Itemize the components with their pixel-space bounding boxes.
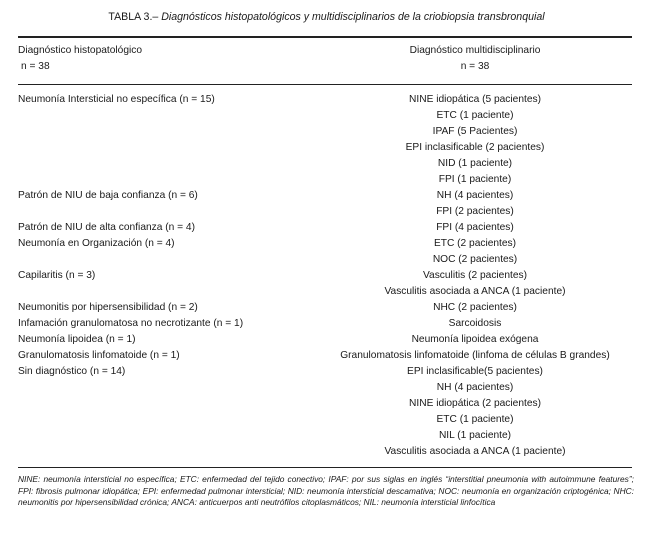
multi-diagnosis-row: Granulomatosis linfomatoide (linfoma de células B grandes): [340, 350, 610, 361]
header-rule: [18, 84, 632, 85]
table-caption: [0, 11, 653, 23]
histo-diagnosis-row: Neumonitis por hipersensibilidad (n = 2): [18, 302, 198, 313]
histo-diagnosis-row: Neumonía en Organización (n = 4): [18, 238, 175, 249]
header-left-n: n = 38: [21, 61, 50, 72]
multi-diagnosis-row: NIL (1 paciente): [438, 430, 512, 441]
multi-diagnosis-row: FPI (1 paciente): [438, 174, 512, 185]
multi-diagnosis-row: Vasculitis (2 pacientes): [423, 270, 527, 281]
header-right-title: Diagnóstico multidisciplinario: [409, 45, 541, 56]
multi-diagnosis-row: NOC (2 pacientes): [432, 254, 518, 265]
multi-diagnosis-row: ETC (1 paciente): [436, 414, 514, 425]
multi-diagnosis-row: NH (4 pacientes): [436, 190, 514, 201]
histo-diagnosis-row: Patrón de NIU de baja confianza (n = 6): [18, 190, 198, 201]
multi-diagnosis-row: IPAF (5 Pacientes): [432, 126, 518, 137]
multi-diagnosis-row: ETC (2 pacientes): [433, 238, 517, 249]
top-rule: [18, 36, 632, 38]
multi-diagnosis-row: NINE idiopática (5 pacientes): [409, 94, 541, 105]
multi-diagnosis-row: NINE idiopática (2 pacientes): [409, 398, 541, 409]
multi-diagnosis-row: NH (4 pacientes): [436, 382, 514, 393]
histo-diagnosis-row: Neumonía Intersticial no específica (n = 15): [18, 94, 215, 105]
histo-diagnosis-row: Neumonía lipoidea (n = 1): [18, 334, 136, 345]
bottom-rule: [18, 467, 632, 468]
multi-diagnosis-row: FPI (2 pacientes): [436, 206, 514, 217]
multi-diagnosis-row: FPI (4 pacientes): [436, 222, 514, 233]
multi-diagnosis-row: Sarcoidosis: [448, 318, 502, 329]
multi-diagnosis-row: EPI inclasificable(5 pacientes): [407, 366, 543, 377]
multi-diagnosis-row: ETC (1 paciente): [436, 110, 514, 121]
table-footnote: NINE: neumonía intersticial no específica; ETC: enfermedad del tejido conectivo; IPAF: por sus siglas en inglés “interstitial pneumonia with autoimmune features”; FPI: fibrosis pulmonar idiopática; EPI: enfermedad pulmonar intersticial; NID: neumonía intersticial descamativa; NOC: neumonía en organización criptogénica; NHC: neumonitis por hipersensibilidad crónica; ANCA: anticuerpos anti neutrófilos citoplasmáticos; NIL: neumonía intersticial linfocítica: [18, 474, 634, 508]
histo-diagnosis-row: Capilaritis (n = 3): [18, 270, 96, 281]
histo-diagnosis-row: Patrón de NIU de alta confianza (n = 4): [18, 222, 195, 233]
multi-diagnosis-row: Vasculitis asociada a ANCA (1 paciente): [384, 286, 566, 297]
multi-diagnosis-row: Neumonía lipoidea exógena: [411, 334, 539, 345]
multi-diagnosis-row: NHC (2 pacientes): [433, 302, 517, 313]
multi-diagnosis-row: EPI inclasificable (2 pacientes): [405, 142, 545, 153]
histo-diagnosis-row: Granulomatosis linfomatoide (n = 1): [18, 350, 180, 361]
histo-diagnosis-row: Infamación granulomatosa no necrotizante (n = 1): [18, 318, 244, 329]
multi-diagnosis-row: Vasculitis asociada a ANCA (1 paciente): [384, 446, 566, 457]
table-caption-title: Diagnósticos histopatológicos y multidisciplinarios de la criobiopsia transbronquial: [161, 11, 545, 23]
table-caption-label: TABLA 3.–: [108, 11, 159, 23]
header-left-title: Diagnóstico histopatológico: [18, 45, 143, 56]
multi-diagnosis-row: NID (1 paciente): [437, 158, 513, 169]
header-right-n: n = 38: [460, 61, 490, 72]
histo-diagnosis-row: Sin diagnóstico (n = 14): [18, 366, 126, 377]
